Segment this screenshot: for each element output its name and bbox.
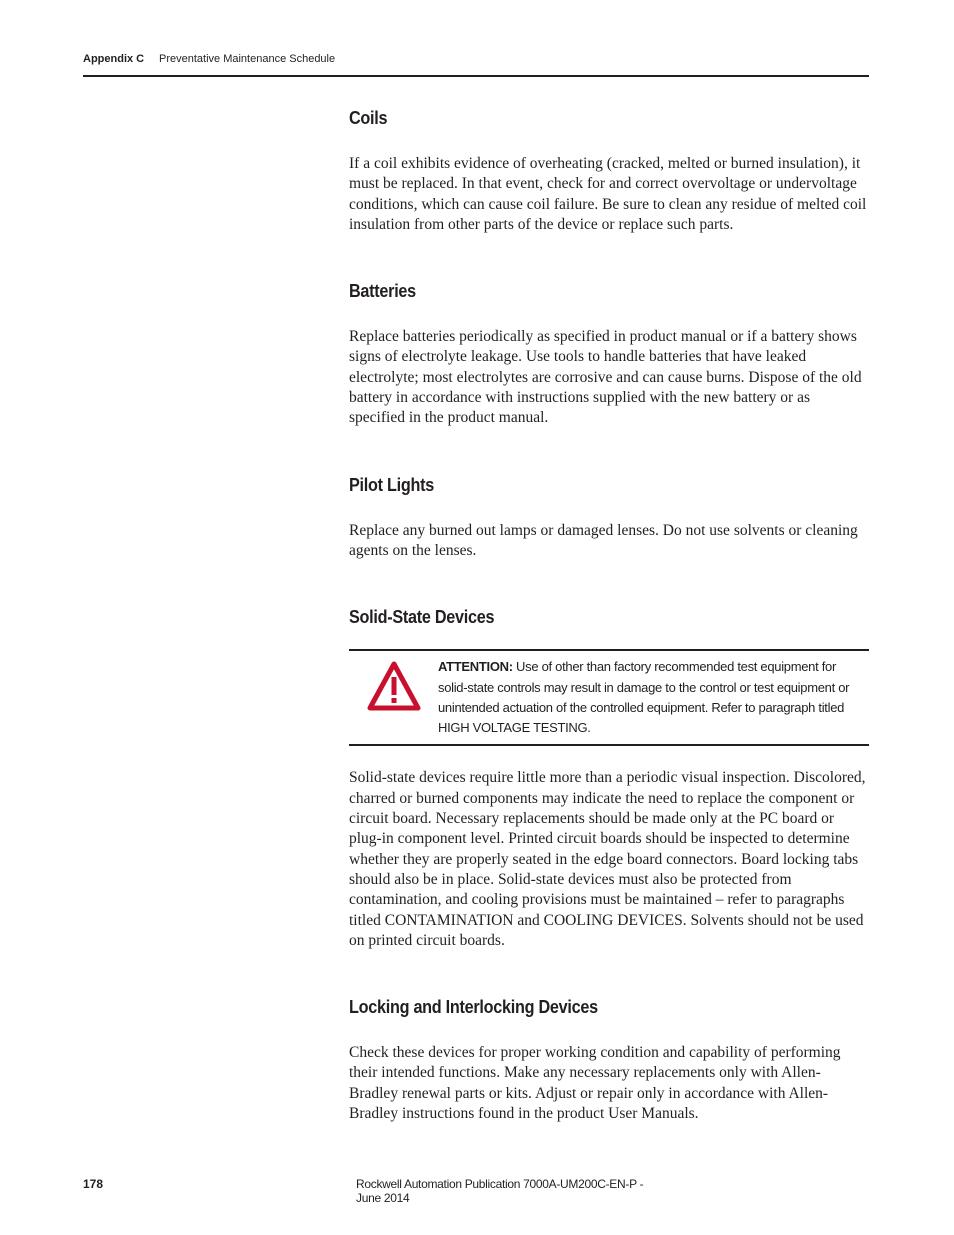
section-body-pilot-lights: Replace any burned out lamps or damaged lenses. Do not use solvents or cleaning agents on the lenses. <box>349 521 858 559</box>
page-number: 178 <box>83 1177 104 1191</box>
section-body-batteries: Replace batteries periodically as specified in product manual or if a battery shows signs of electrolyte leakage. Use tools to handle batteries that have leaked electrolyte; most electrolytes are corrosive and can cause burns. Dispose of the old battery in accordance with instructions supplied with the new battery or as specified in the product manual. <box>349 328 862 427</box>
chapter-title: Preventative Maintenance Schedule <box>159 53 336 65</box>
section-heading-pilot-lights: Pilot Lights <box>349 474 434 495</box>
section-heading-locking-devices: Locking and Interlocking Devices <box>349 997 598 1018</box>
section-body-solid-state-devices: Solid-state devices require little more than a periodic visual inspection. Discolored, charred or burned components may indicate the need to replace the component or circuit board. Necessary replacements should be made only at the PC board or plug-in component level. Printed circuit boards should be inspected to determine whether they are properly seated in the edge board connectors. Board locking tabs should also be in place. Solid-state devices must also be protected from contamination, and cooling provisions must be maintained – refer to paragraphs titled CONTAMINATION and COOLING DEVICES. Solvents should not be used on printed circuit boards. <box>349 769 866 949</box>
section-heading-batteries: Batteries <box>349 281 416 302</box>
attention-text <box>438 657 860 738</box>
section-body-locking-devices: Check these devices for proper working condition and capability of performing their intended functions. Make any necessary replacements only with Allen-Bradley renewal parts or kits. Adjust or repair only in accordance with Allen-Bradley instructions found in the product User Manuals. <box>349 1044 841 1123</box>
page-content <box>349 106 869 1168</box>
section-heading-solid-state-devices: Solid-State Devices <box>349 607 495 628</box>
attention-message: Use of other than factory recommended test equipment for solid-state controls may result in damage to the control or test equipment or unintended actuation of the controlled equipment. Refer to paragraph titled HIGH VOLTAGE TESTING. <box>438 659 850 736</box>
publication-info: Rockwell Automation Publication 7000A-UM200C-EN-P - June 2014 <box>356 1177 644 1205</box>
appendix-label: Appendix C <box>83 53 145 65</box>
attention-box <box>349 649 869 746</box>
attention-label: ATTENTION: <box>438 659 513 675</box>
section-body-coils: If a coil exhibits evidence of overheating (cracked, melted or burned insulation), it must be replaced. In that event, check for and correct overvoltage or undervoltage conditions, which can cause coil failure. Be sure to clean any residue of melted coil insulation from other parts of the device or replace such parts. <box>349 155 867 233</box>
header-divider <box>83 75 869 77</box>
warning-triangle-icon <box>349 657 438 738</box>
section-heading-coils: Coils <box>349 108 388 128</box>
running-header <box>83 53 869 65</box>
